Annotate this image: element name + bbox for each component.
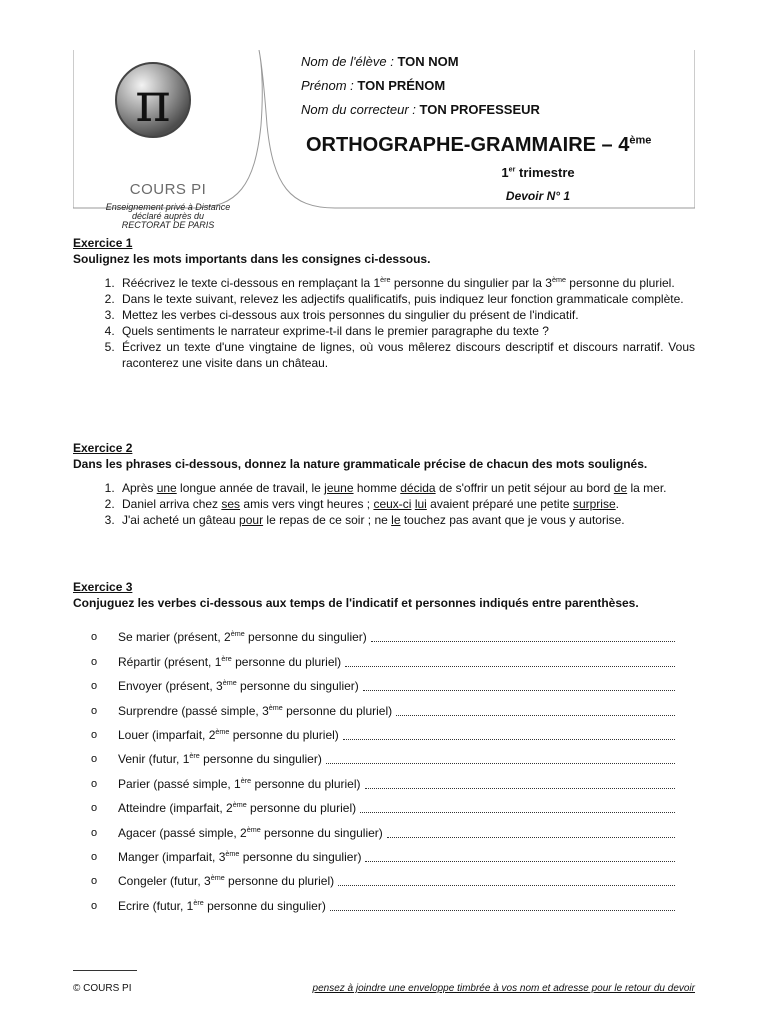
pi-logo-icon	[113, 60, 193, 140]
list-item: 2. Daniel arriva chez ses amis vers vingt heures ; ceux-ci lui avaient préparé une petite surprise.	[118, 496, 695, 512]
list-item: 3. J'ai acheté un gâteau pour le repas de ce soir ; ne le touchez pas avant que je vous y autorise.	[118, 512, 695, 528]
list-item: 3. Mettez les verbes ci-dessous aux trois personnes du singulier du présent de l'indicatif.	[118, 307, 695, 323]
answer-line	[387, 837, 675, 838]
footer-note: pensez à joindre une enveloppe timbrée à vos nom et adresse pour le retour du devoir	[312, 983, 695, 994]
document-header	[73, 50, 695, 230]
answer-line	[330, 910, 675, 911]
list-item: 1. Réécrivez le texte ci-dessous en remplaçant la 1ère personne du singulier par la 3ème personne du pluriel.	[118, 275, 695, 291]
list-item: 5. Écrivez un texte d'une vingtaine de lignes, où vous mêlerez discours descriptif et discours narratif. Vous raconterez une visite dans un château.	[118, 339, 695, 371]
exercise-2	[73, 440, 695, 528]
logo-name: COURS PI	[129, 181, 207, 198]
list-item: o Venir (futur, 1ère personne du singulier)	[73, 743, 695, 767]
list-item: o Manger (imparfait, 3ème personne du singulier)	[73, 841, 695, 865]
answer-line	[365, 788, 675, 789]
logo-subtitle: Enseignement privé à Distance déclaré auprès du RECTORAT DE PARIS	[105, 202, 231, 230]
student-firstname-field: Prénom : TON PRÉNOM	[301, 78, 446, 93]
list-item: o Répartir (présent, 1ère personne du pluriel)	[73, 645, 695, 669]
list-item: o Ecrire (futur, 1ère personne du singulier)	[73, 889, 695, 913]
exercise-1-list	[73, 275, 695, 371]
trimester-label: 1er trimestre	[501, 165, 575, 180]
answer-line	[343, 739, 675, 740]
list-item: 4. Quels sentiments le narrateur exprime-t-il dans le premier paragraphe du texte ?	[118, 323, 695, 339]
answer-line	[363, 690, 675, 691]
answer-line	[360, 812, 675, 813]
answer-line	[326, 763, 675, 764]
answer-line	[338, 885, 675, 886]
list-item: o Parier (passé simple, 1ère personne du pluriel)	[73, 767, 695, 791]
exercise-1-title: Exercice 1	[73, 236, 133, 250]
list-item: o Atteindre (imparfait, 2ème personne du pluriel)	[73, 792, 695, 816]
list-item: o Louer (imparfait, 2ème personne du pluriel)	[73, 719, 695, 743]
answer-line	[345, 666, 675, 667]
devoir-label: Devoir N° 1	[505, 189, 571, 203]
exercise-2-title: Exercice 2	[73, 441, 133, 455]
list-item: o Agacer (passé simple, 2ème personne du singulier)	[73, 816, 695, 840]
list-item: o Envoyer (présent, 3ème personne du singulier)	[73, 670, 695, 694]
list-item: o Se marier (présent, 2ème personne du singulier)	[73, 621, 695, 645]
list-item: o Surprendre (passé simple, 3ème personne du pluriel)	[73, 694, 695, 718]
exercise-3-list	[73, 621, 695, 914]
student-name-field: Nom de l'élève : TON NOM	[301, 54, 459, 69]
exercise-3-instruction: Conjuguez les verbes ci-dessous aux temps de l'indicatif et personnes indiqués entre parenthèses.	[73, 596, 639, 610]
answer-line	[371, 641, 675, 642]
list-item: 2. Dans le texte suivant, relevez les adjectifs qualificatifs, puis indiquez leur fonction grammaticale complète.	[118, 291, 695, 307]
footer-divider	[73, 970, 137, 971]
list-item: 1. Après une longue année de travail, le jeune homme décida de s'offrir un petit séjour au bord de la mer.	[118, 480, 695, 496]
corrector-name-field: Nom du correcteur : TON PROFESSEUR	[301, 102, 540, 117]
exercise-1-instruction: Soulignez les mots importants dans les consignes ci-dessous.	[73, 252, 431, 266]
svg-text:π: π	[135, 71, 171, 134]
answer-line	[396, 715, 675, 716]
exercise-1	[73, 235, 695, 371]
exercise-3	[73, 579, 695, 914]
list-item: o Congeler (futur, 3ème personne du pluriel)	[73, 865, 695, 889]
page-title: ORTHOGRAPHE-GRAMMAIRE – 4ème	[306, 134, 652, 156]
answer-line	[365, 861, 675, 862]
exercise-2-list	[73, 480, 695, 528]
exercise-2-instruction: Dans les phrases ci-dessous, donnez la nature grammaticale précise de chacun des mots soulignés.	[73, 457, 648, 471]
footer-copyright: © COURS PI	[73, 983, 132, 994]
exercise-3-title: Exercice 3	[73, 580, 133, 594]
